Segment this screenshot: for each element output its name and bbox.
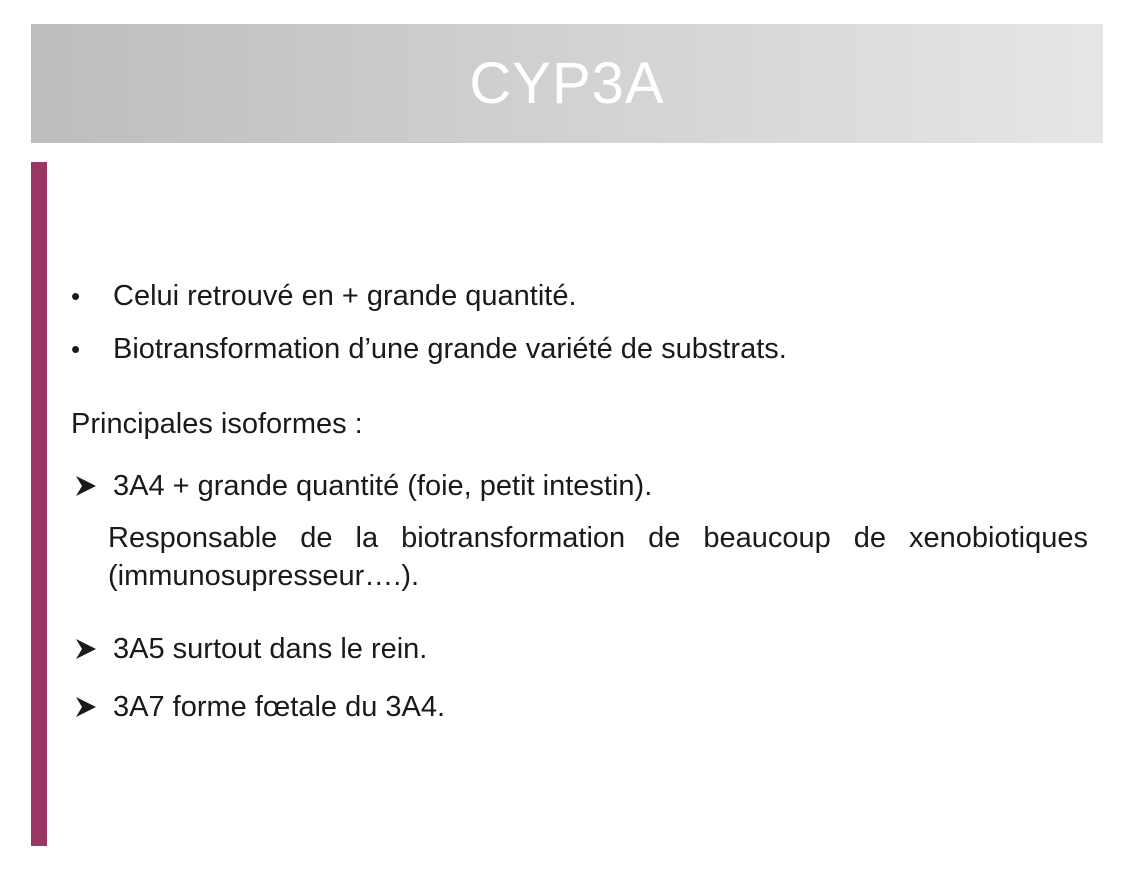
isoform-item-3: 3A7 forme fœtale du 3A4. bbox=[113, 691, 446, 723]
arrow-bullet-icon bbox=[74, 637, 98, 661]
isoform-item-1-detail: Responsable de la biotransformation de beaucoup de xenobiotiques (immunosupresseur….). bbox=[108, 522, 1088, 592]
arrow-bullet-icon bbox=[74, 695, 98, 719]
arrow-bullet-icon bbox=[74, 474, 98, 498]
bullet-item-1: Celui retrouvé en + grande quantité. bbox=[113, 280, 577, 312]
subheading: Principales isoformes : bbox=[71, 408, 363, 440]
slide-title: CYP3A bbox=[469, 51, 665, 116]
disc-bullet-icon: • bbox=[71, 334, 81, 364]
isoform-item-1: 3A4 + grande quantité (foie, petit intestin). bbox=[113, 470, 653, 502]
disc-bullet-icon: • bbox=[71, 281, 81, 311]
bullet-item-2: Biotransformation d’une grande variété de substrats. bbox=[113, 333, 787, 365]
isoform-item-2: 3A5 surtout dans le rein. bbox=[113, 633, 428, 665]
